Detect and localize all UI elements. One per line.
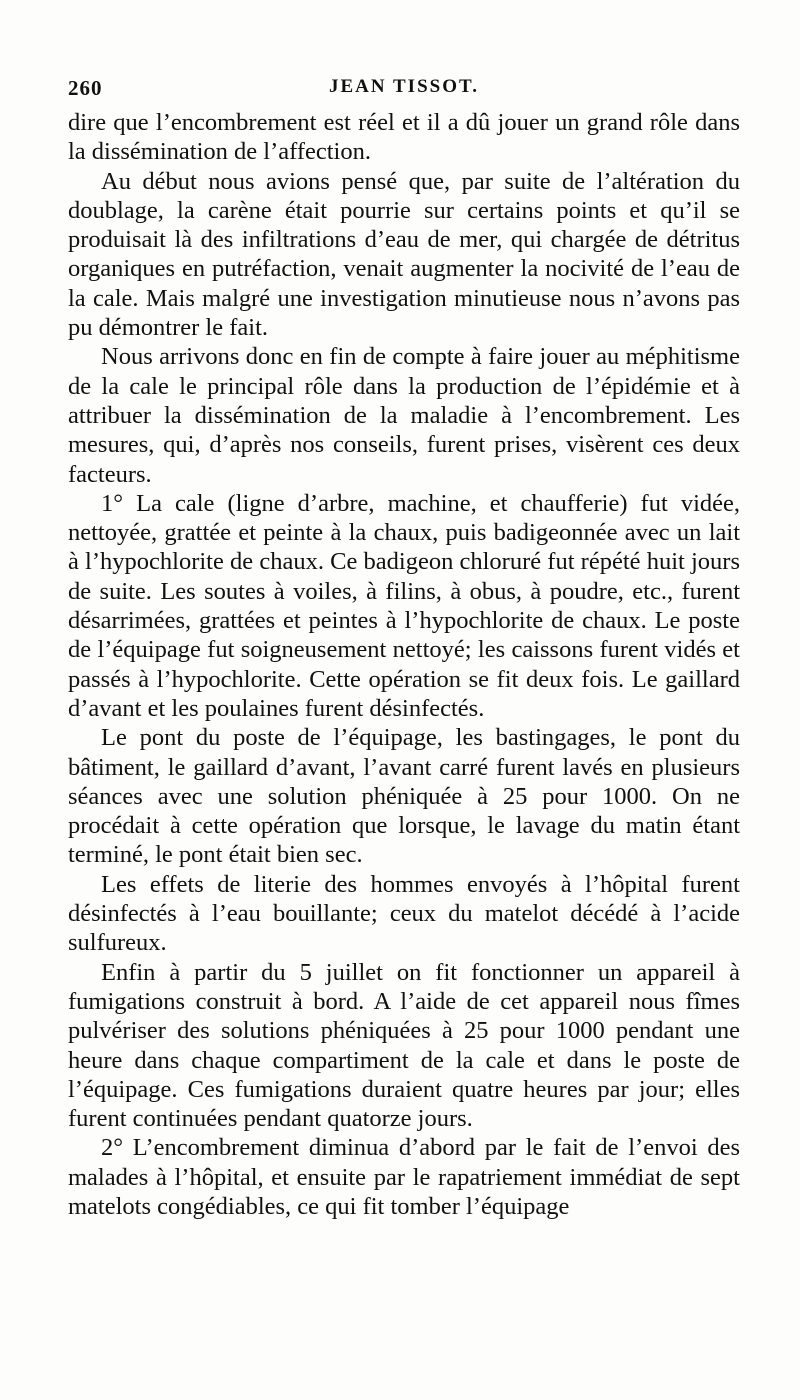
paragraph-3: Nous arrivons donc en fin de compte à faire jouer au méphitisme de la cale le principal rôle dans la production de l’épidémie et à attribuer la dissémination de la maladie à l’encombrement. Les mesures, qui, d’après nos conseils, furent prises, visèrent ces deux facteurs. <box>68 343 740 488</box>
body-text <box>68 108 740 1221</box>
page-header <box>68 76 740 104</box>
paragraph-2: Au début nous avions pensé que, par suite de l’altération du doublage, la carène était pourrie sur certains points et qu’il se produisait là des infiltrations d’eau de mer, qui chargée de détritus organiques en putréfaction, venait augmenter la nocivité de l’eau de la cale. Mais malgré une investigation minutieuse nous n’avons pas pu démontrer le fait. <box>68 167 740 342</box>
paragraph-5: Le pont du poste de l’équipage, les bastingages, le pont du bâtiment, le gaillard d’avant, l’avant carré furent lavés en plusieurs séances avec une solution phéniquée à 25 pour 1000. On ne procédait à cette opération que lorsque, le lavage du matin étant terminé, le pont était bien sec. <box>68 724 740 869</box>
paragraph-4: 1° La cale (ligne d’arbre, machine, et chaufferie) fut vidée, nettoyée, grattée et peinte à la chaux, puis badigeonnée avec un lait à l’hypochlorite de chaux. Ce badigeon chloruré fut répété huit jours de suite. Les soutes à voiles, à filins, à obus, à poudre, etc., furent désarrimées, grattées et peintes à l’hypochlorite de chaux. Le poste de l’équipage fut soigneusement nettoyé; les caissons furent vidés et passés à l’hypochlorite. Cette opération se fit deux fois. Le gaillard d’avant et les poulaines furent désinfectés. <box>68 489 740 722</box>
paragraph-7: Enfin à partir du 5 juillet on fit fonctionner un appareil à fumigations construit à bord. A l’aide de cet appareil nous fîmes pulvériser des solutions phéniquées à 25 pour 1000 pendant une heure dans chaque compartiment de la cale et dans le poste de l’équipage. Ces fumigations duraient quatre heures par jour; elles furent continuées pendant quatorze jours. <box>68 958 740 1133</box>
paragraph-1: dire que l’encombrement est réel et il a dû jouer un grand rôle dans la dissémination de l’affection. <box>68 109 740 166</box>
paragraph-8: 2° L’encombrement diminua d’abord par le fait de l’envoi des malades à l’hôpital, et ensuite par le rapatriement immédiat de sept matelots congédiables, ce qui fit tomber l’équipage <box>68 1134 740 1220</box>
paragraph-6: Les effets de literie des hommes envoyés à l’hôpital furent désinfectés à l’eau bouillante; ceux du matelot décédé à l’acide sulfureux. <box>68 870 740 957</box>
running-title: JEAN TISSOT. <box>328 76 479 97</box>
page-number: 260 <box>68 76 103 100</box>
